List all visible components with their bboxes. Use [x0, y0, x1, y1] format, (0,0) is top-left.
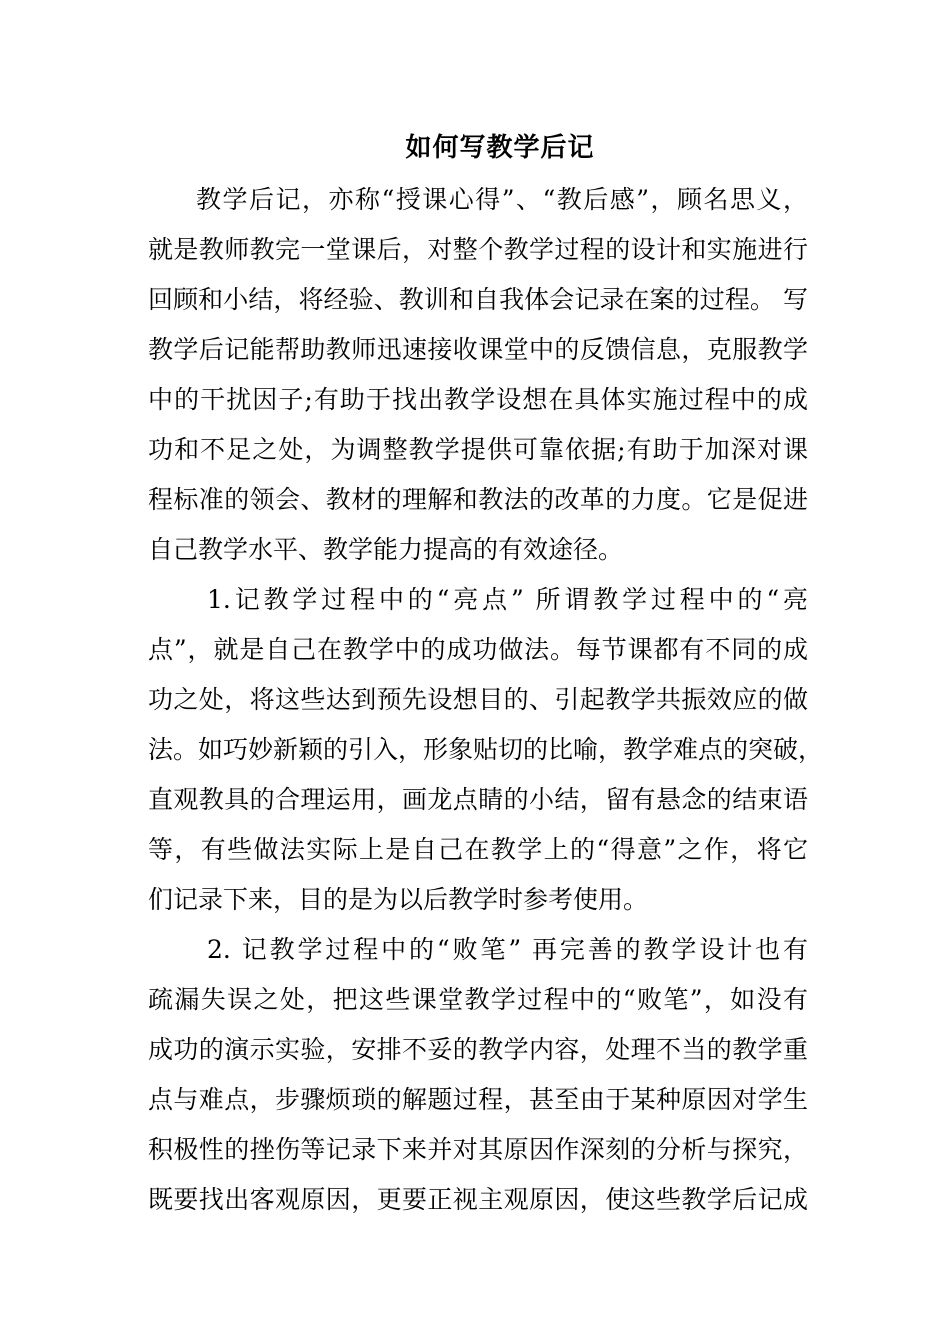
document-title: 如何写教学后记: [405, 133, 595, 163]
text-line: 成功的演示实验，安排不妥的教学内容，处理不当的教学重: [148, 1035, 808, 1064]
text-line: 直观教具的合理运用，画龙点睛的小结，留有悬念的结束语: [148, 785, 808, 814]
text-line: 教学后记，亦称“授课心得”、“教后感”，顾名思义，: [196, 185, 808, 214]
section-heading-line: 1.记教学过程中的“亮点” 所谓教学过程中的“亮: [207, 585, 808, 614]
text-line: 点与难点，步骤烦琐的解题过程，甚至由于某种原因对学生: [148, 1085, 808, 1114]
text-line: 既要找出客观原因，更要正视主观原因，使这些教学后记成: [148, 1185, 808, 1214]
section-heading-line: 2. 记教学过程中的“败笔” 再完善的教学设计也有: [207, 935, 808, 964]
text-line: 就是教师教完一堂课后，对整个教学过程的设计和实施进行: [148, 235, 808, 264]
text-line: 回顾和小结，将经验、教训和自我体会记录在案的过程。 写: [148, 285, 808, 314]
text-line: 疏漏失误之处，把这些课堂教学过程中的“败笔”，如没有: [148, 985, 808, 1014]
text-line: 功之处，将这些达到预先设想目的、引起教学共振效应的做: [148, 685, 808, 714]
text-line: 等，有些做法实际上是自己在教学上的“得意”之作，将它: [148, 835, 808, 864]
text-line: 教学后记能帮助教师迅速接收课堂中的反馈信息，克服教学: [148, 335, 808, 364]
text-line: 中的干扰因子;有助于找出教学设想在具体实施过程中的成: [148, 385, 808, 414]
text-line: 点”，就是自己在教学中的成功做法。每节课都有不同的成: [148, 635, 808, 664]
text-line: 们记录下来，目的是为以后教学时参考使用。: [148, 885, 649, 914]
text-line: 功和不足之处，为调整教学提供可靠依据;有助于加深对课: [148, 435, 808, 464]
text-line: 自己教学水平、教学能力提高的有效途径。: [148, 535, 624, 564]
text-line: 法。如巧妙新颖的引入，形象贴切的比喻，教学难点的突破，: [148, 735, 824, 764]
text-line: 积极性的挫伤等记录下来并对其原因作深刻的分析与探究，: [148, 1135, 808, 1164]
text-line: 程标准的领会、教材的理解和教法的改革的力度。它是促进: [148, 485, 808, 514]
